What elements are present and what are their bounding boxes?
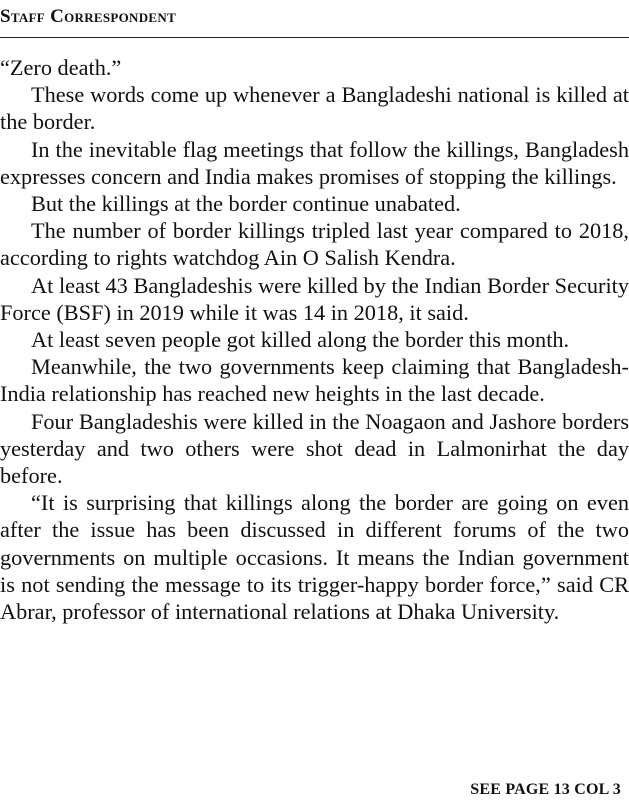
article-body xyxy=(0,54,629,625)
article-paragraph: “Zero death.” xyxy=(0,55,122,80)
article-paragraph: “It is surprising that killings along the border are going on even after the issue has been discussed in different forums of the two governments on multiple occasions. It means the Indian government is not sending the message to its trigger-happy border force,” said CR Abrar, professor of international relations at Dhaka University. xyxy=(0,490,629,625)
byline: Staff Correspondent xyxy=(0,6,177,27)
article-paragraph: At least seven people got killed along the border this month. xyxy=(31,327,570,353)
article-paragraph: But the killings at the border continue unabated. xyxy=(31,191,461,217)
article-paragraph: The number of border killings tripled last year compared to 2018, according to rights watchdog Ain O Salish Kendra. xyxy=(0,218,629,271)
continuation-note: SEE PAGE 13 COL 3 xyxy=(470,781,621,798)
article-paragraph: Four Bangladeshis were killed in the Noagaon and Jashore borders yesterday and two others were shot dead in Lalmonirhat the day before. xyxy=(0,408,629,489)
article-paragraph: At least 43 Bangladeshis were killed by the Indian Border Security Force (BSF) in 2019 while it was 14 in 2018, it said. xyxy=(0,272,629,325)
byline-divider xyxy=(0,37,629,38)
article-paragraph: In the inevitable flag meetings that follow the killings, Bangladesh expresses concern and India makes promises of stopping the killings. xyxy=(0,136,629,189)
article-paragraph: Meanwhile, the two governments keep claiming that Bangladesh-India relationship has reached new heights in the last decade. xyxy=(0,354,629,407)
article-paragraph: These words come up whenever a Bangladeshi national is killed at the border. xyxy=(0,82,629,135)
